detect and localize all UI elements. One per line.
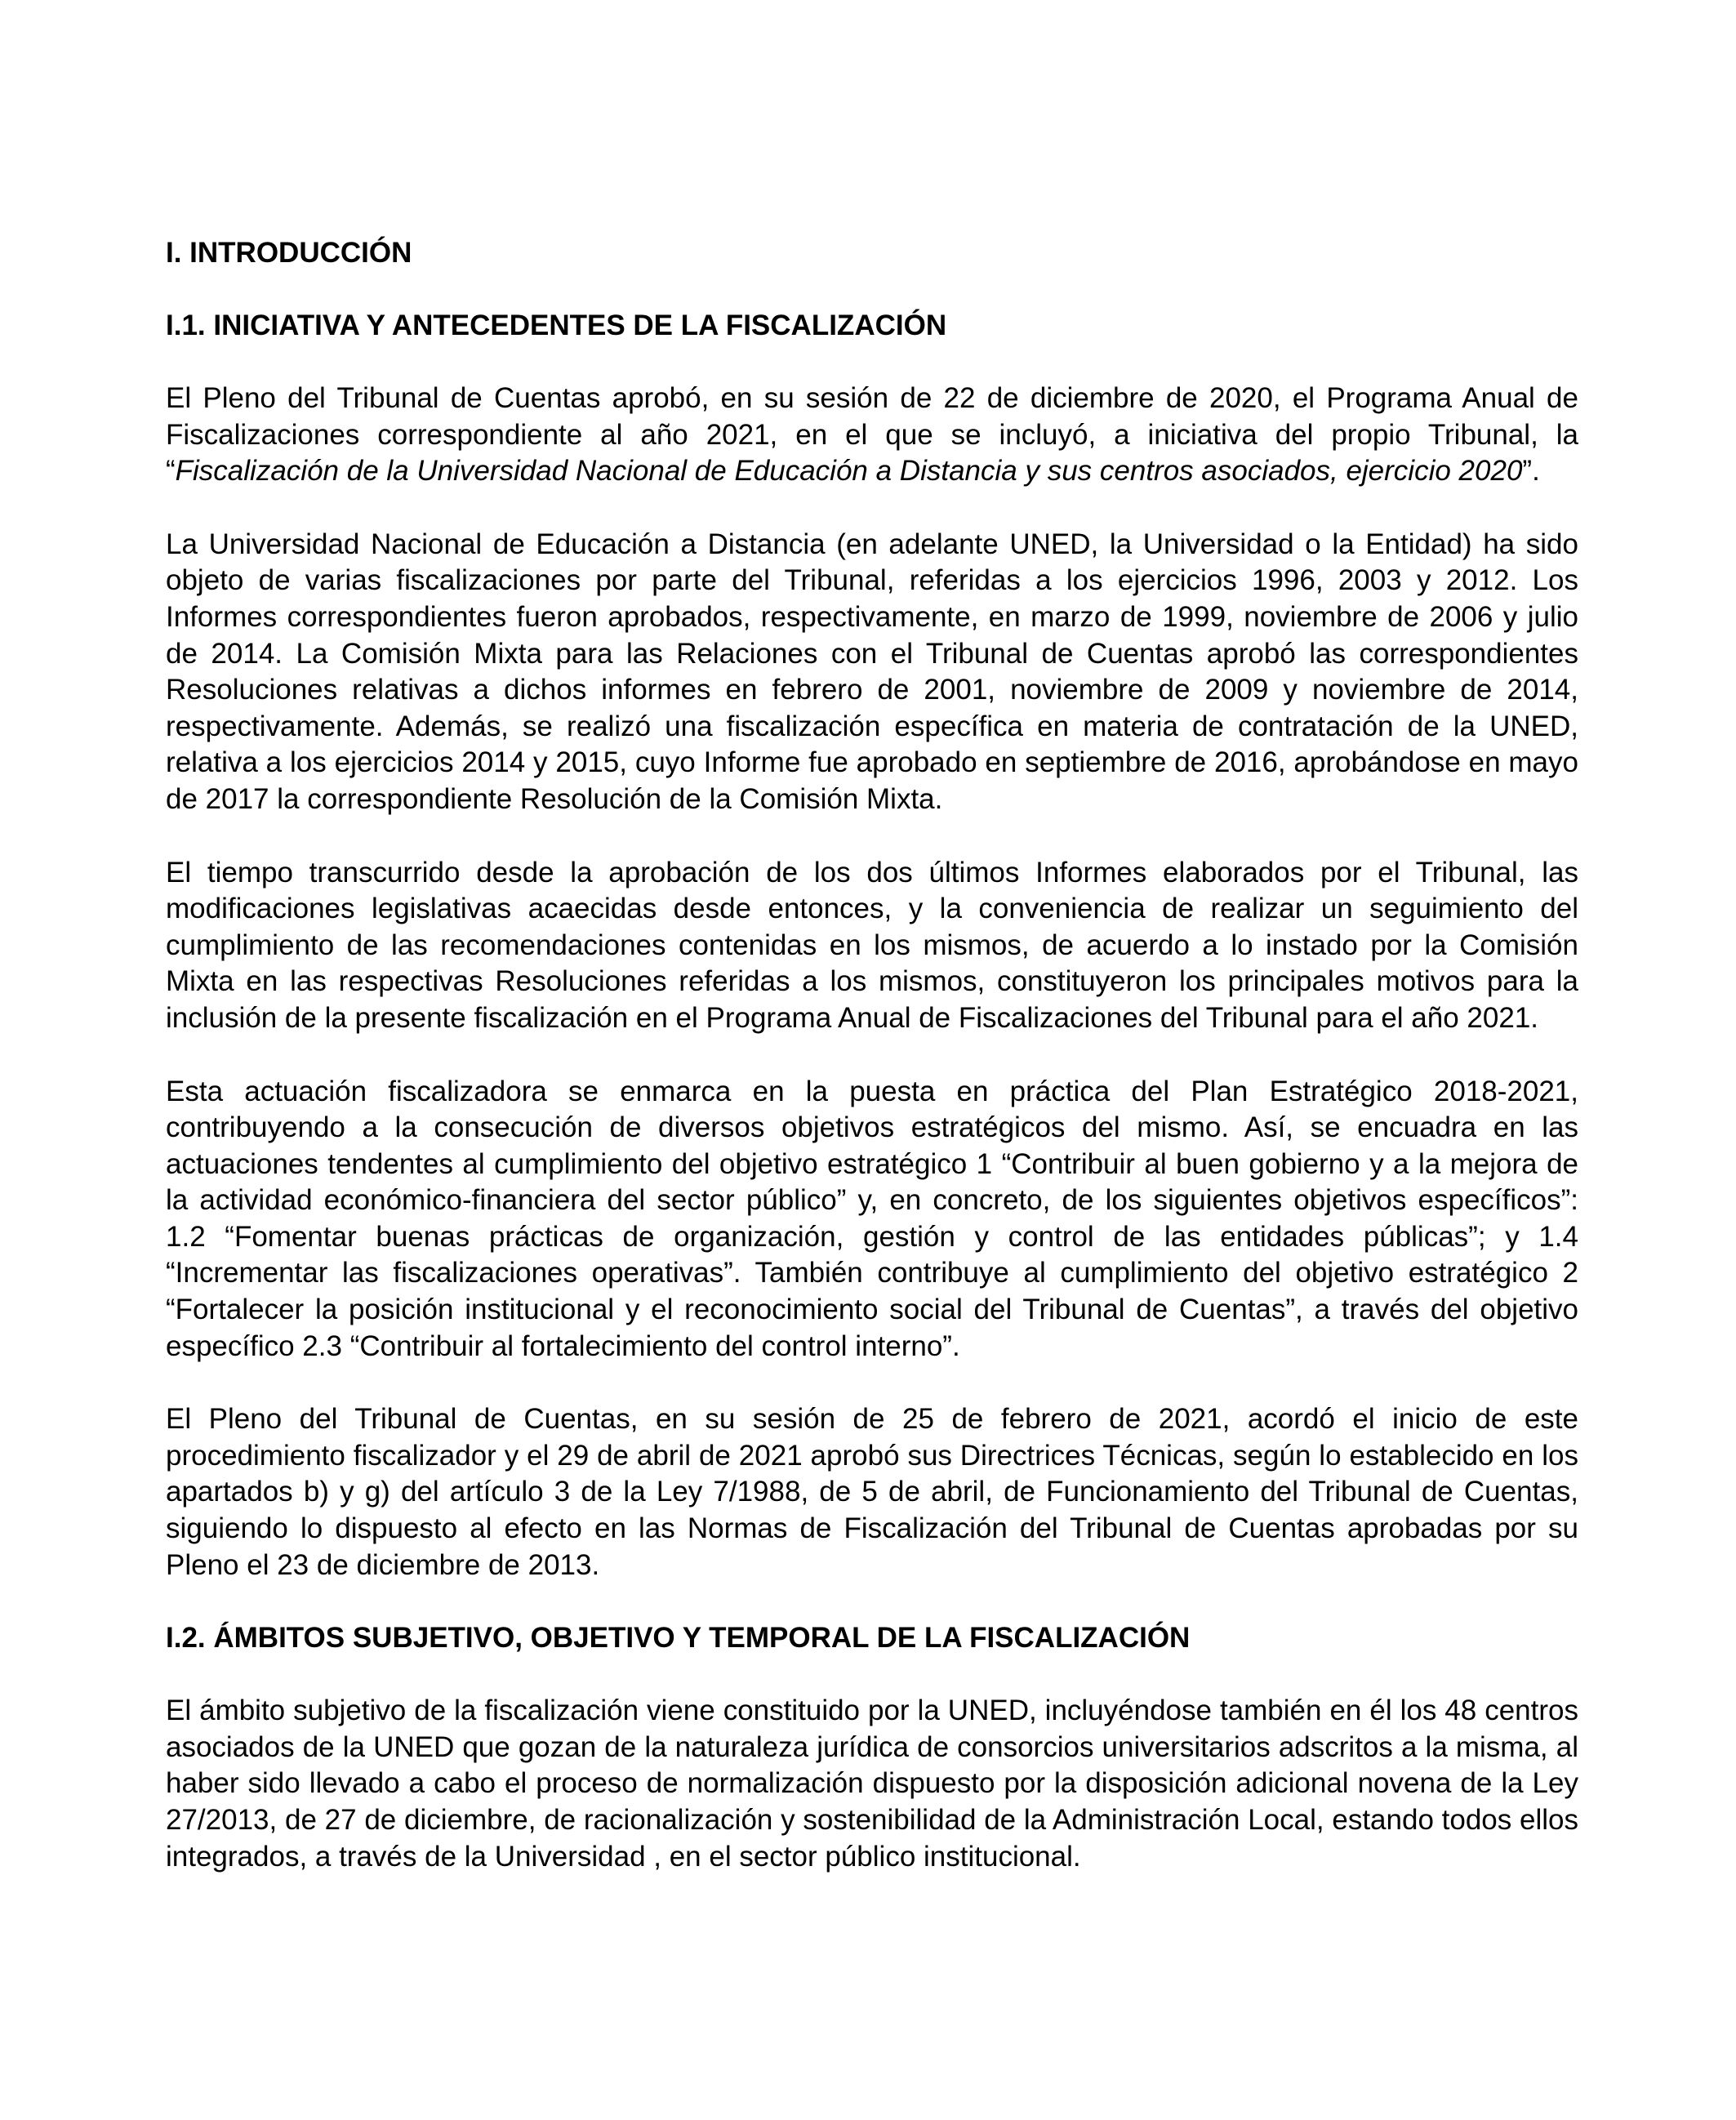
page-title: I. INTRODUCCIÓN <box>166 237 412 269</box>
paragraph-plan-estrategico: Esta actuación fiscalizadora se enmarca en la puesta en práctica del Plan Estratégico 2018-2021, contribuyendo a la consecución de diversos objetivos estratégicos del mismo. Así, se encuadra en las actuaciones tendentes al cumplimiento del objetivo estratégico 1 “Contribuir al buen gobierno y a la mejora de la actividad económico-financiera del sector público” y, en concreto, de los siguientes objetivos específicos”: 1.2 “Fomentar buenas prácticas de organización, gestión y control de las entidades públicas”; y 1.4 “Incrementar las fiscalizaciones operativas”. También contribuye al cumplimiento del objetivo estratégico 2 “Fortalecer la posición institucional y el reconocimiento social del Tribunal de Cuentas”, a través del objetivo específico 2.3 “Contribuir al fortalecimiento del control interno”. <box>166 1075 1578 1362</box>
section-heading-1-2: I.2. ÁMBITOS SUBJETIVO, OBJETIVO Y TEMPORAL DE LA FISCALIZACIÓN <box>166 1622 1191 1655</box>
paragraph-ambito-subjetivo: El ámbito subjetivo de la fiscalización viene constituido por la UNED, incluyéndose también en él los 48 centros asociados de la UNED que gozan de la naturaleza jurídica de consorcios universitarios adscritos a la misma, al haber sido llevado a cabo el proceso de normalización dispuesto por la disposición adicional novena de la Ley 27/2013, de 27 de diciembre, de racionalización y sostenibilidad de la Administración Local, estando todos ellos integrados, a través de la Universidad , en el sector público institucional. <box>166 1695 1578 1873</box>
section-heading-1-1: I.1. INICIATIVA Y ANTECEDENTES DE LA FISCALIZACIÓN <box>166 310 947 341</box>
paragraph-iniciativa <box>166 381 1578 490</box>
paragraph-antecedentes: La Universidad Nacional de Educación a Distancia (en adelante UNED, la Universidad o la Entidad) ha sido objeto de varias fiscalizaciones por parte del Tribunal, referidas a los ejercicios 1996, 2003 y 2012. Los Informes correspondientes fueron aprobados, respectivamente, en marzo de 1999, noviembre de 2006 y julio de 2014. La Comisión Mixta para las Relaciones con el Tribunal de Cuentas aprobó las correspondientes Resoluciones relativas a dichos informes en febrero de 2001, noviembre de 2009 y noviembre de 2014, respectivamente. Además, se realizó una fiscalización específica en materia de contratación de la UNED, relativa a los ejercicios 2014 y 2015, cuyo Informe fue aprobado en septiembre de 2016, aprobándose en mayo de 2017 la correspondiente Resolución de la Comisión Mixta. <box>166 528 1578 815</box>
paragraph-motivos: El tiempo transcurrido desde la aprobación de los dos últimos Informes elaborados por el Tribunal, las modificaciones legislativas acaecidas desde entonces, y la conveniencia de realizar un seguimiento del cumplimiento de las recomendaciones contenidas en los mismos, de acuerdo a lo instado por la Comisión Mixta en las respectivas Resoluciones referidas a los mismos, constituyeron los principales motivos para la inclusión de la presente fiscalización en el Programa Anual de Fiscalizaciones del Tribunal para el año 2021. <box>166 856 1578 1034</box>
paragraph-iniciativa-end: ”. <box>1522 455 1540 488</box>
document-page <box>166 235 1578 1875</box>
paragraph-procedimiento: El Pleno del Tribunal de Cuentas, en su sesión de 25 de febrero de 2021, acordó el inicio de este procedimiento fiscalizador y el 29 de abril de 2021 aprobó sus Directrices Técnicas, según lo establecido en los apartados b) y g) del artículo 3 de la Ley 7/1988, de 5 de abril, de Funcionamiento del Tribunal de Cuentas, siguiendo lo dispuesto al efecto en las Normas de Fiscalización del Tribunal de Cuentas aprobadas por su Pleno el 23 de diciembre de 2013. <box>166 1403 1578 1581</box>
paragraph-iniciativa-title: Fiscalización de la Universidad Nacional de Educación a Distancia y sus centros asociados, ejercicio 2020 <box>175 455 1523 488</box>
paragraph-iniciativa-start: El Pleno del Tribunal de Cuentas aprobó, en su sesión de 22 de diciembre de 2020, el Programa Anual de Fiscalizaciones correspondiente al año 2021, en el que se incluyó, a iniciativa del propio Tribunal, la “ <box>166 382 1578 488</box>
